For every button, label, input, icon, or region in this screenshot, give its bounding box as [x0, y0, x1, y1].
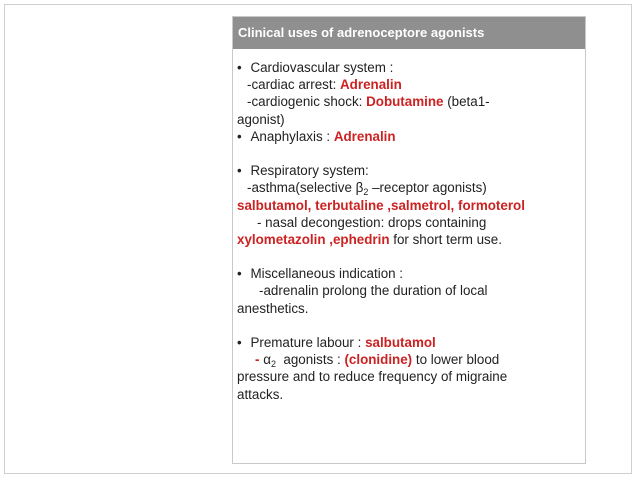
list-item-miscellaneous: [237, 265, 581, 282]
bullet: •: [237, 60, 242, 75]
item-text: Respiratory system:: [250, 163, 369, 179]
continuation-text: [237, 386, 581, 403]
item-text: Cardiovascular system :: [250, 60, 394, 75]
list-item-cardiovascular: [237, 59, 581, 76]
item-text: -adrenalin prolong the duration of local: [259, 283, 488, 299]
continuation-text: [237, 111, 581, 128]
list-item-respiratory: [237, 162, 581, 179]
item-text: -cardiogenic shock:: [247, 94, 367, 110]
subscript: 2: [363, 187, 369, 198]
content-card: [232, 16, 586, 464]
spacer: [237, 317, 581, 334]
drug-name: Adrenalin: [333, 128, 396, 144]
list-item-premature-labour: [237, 334, 581, 351]
bullet: •: [237, 128, 242, 144]
sub-item-alpha2-agonists: [237, 351, 581, 368]
dash: -: [255, 352, 264, 368]
sub-item-cardiac-arrest: [237, 76, 581, 93]
continuation-text: [237, 300, 581, 317]
item-text: agonist): [237, 111, 285, 127]
continuation-text: [237, 368, 581, 385]
item-text: attacks.: [237, 386, 284, 402]
item-text: to lower blood: [412, 352, 500, 368]
item-text: Anaphylaxis :: [250, 128, 334, 144]
item-text: -asthma(selective β: [247, 180, 364, 196]
item-text: - nasal decongestion: drops containing: [257, 214, 487, 230]
item-text: agonists :: [275, 352, 345, 368]
bullet: •: [237, 163, 242, 179]
item-text: pressure and to reduce frequency of migraine: [237, 369, 508, 385]
drug-list: [237, 231, 581, 248]
list-item-anaphylaxis: [237, 128, 581, 145]
drug-name: (clonidine): [344, 352, 413, 368]
sub-item-local-anesthetics: [237, 282, 581, 299]
item-text: –receptor agonists): [368, 180, 487, 196]
sub-item-nasal-decongestion: [237, 214, 581, 231]
item-text: (beta1-: [443, 94, 490, 110]
item-text: anesthetics.: [237, 300, 309, 316]
spacer: [237, 248, 581, 265]
drug-list: [237, 197, 581, 214]
bullet: •: [237, 335, 242, 350]
drug-name: Adrenalin: [340, 77, 402, 93]
drug-name: salbutamol: [365, 335, 436, 350]
bullet: •: [237, 266, 242, 282]
drug-name: xylometazolin ,ephedrin: [237, 231, 390, 247]
subscript: 2: [270, 359, 276, 370]
item-text: Miscellaneous indication :: [250, 266, 404, 282]
card-body: [237, 59, 581, 403]
drug-name: Dobutamine: [366, 94, 444, 110]
sub-item-asthma: [237, 179, 581, 196]
item-text: for short term use.: [389, 231, 502, 247]
item-text: Premature labour :: [250, 335, 366, 350]
item-text: -cardiac arrest:: [247, 77, 341, 93]
alpha-symbol: α: [263, 352, 271, 368]
spacer: [237, 145, 581, 162]
card-title: Clinical uses of adrenoceptore agonists: [233, 17, 585, 49]
sub-item-cardiogenic-shock: [237, 93, 581, 110]
drug-name: salbutamol, terbutaline ,salmetrol, formoterol: [237, 197, 525, 213]
